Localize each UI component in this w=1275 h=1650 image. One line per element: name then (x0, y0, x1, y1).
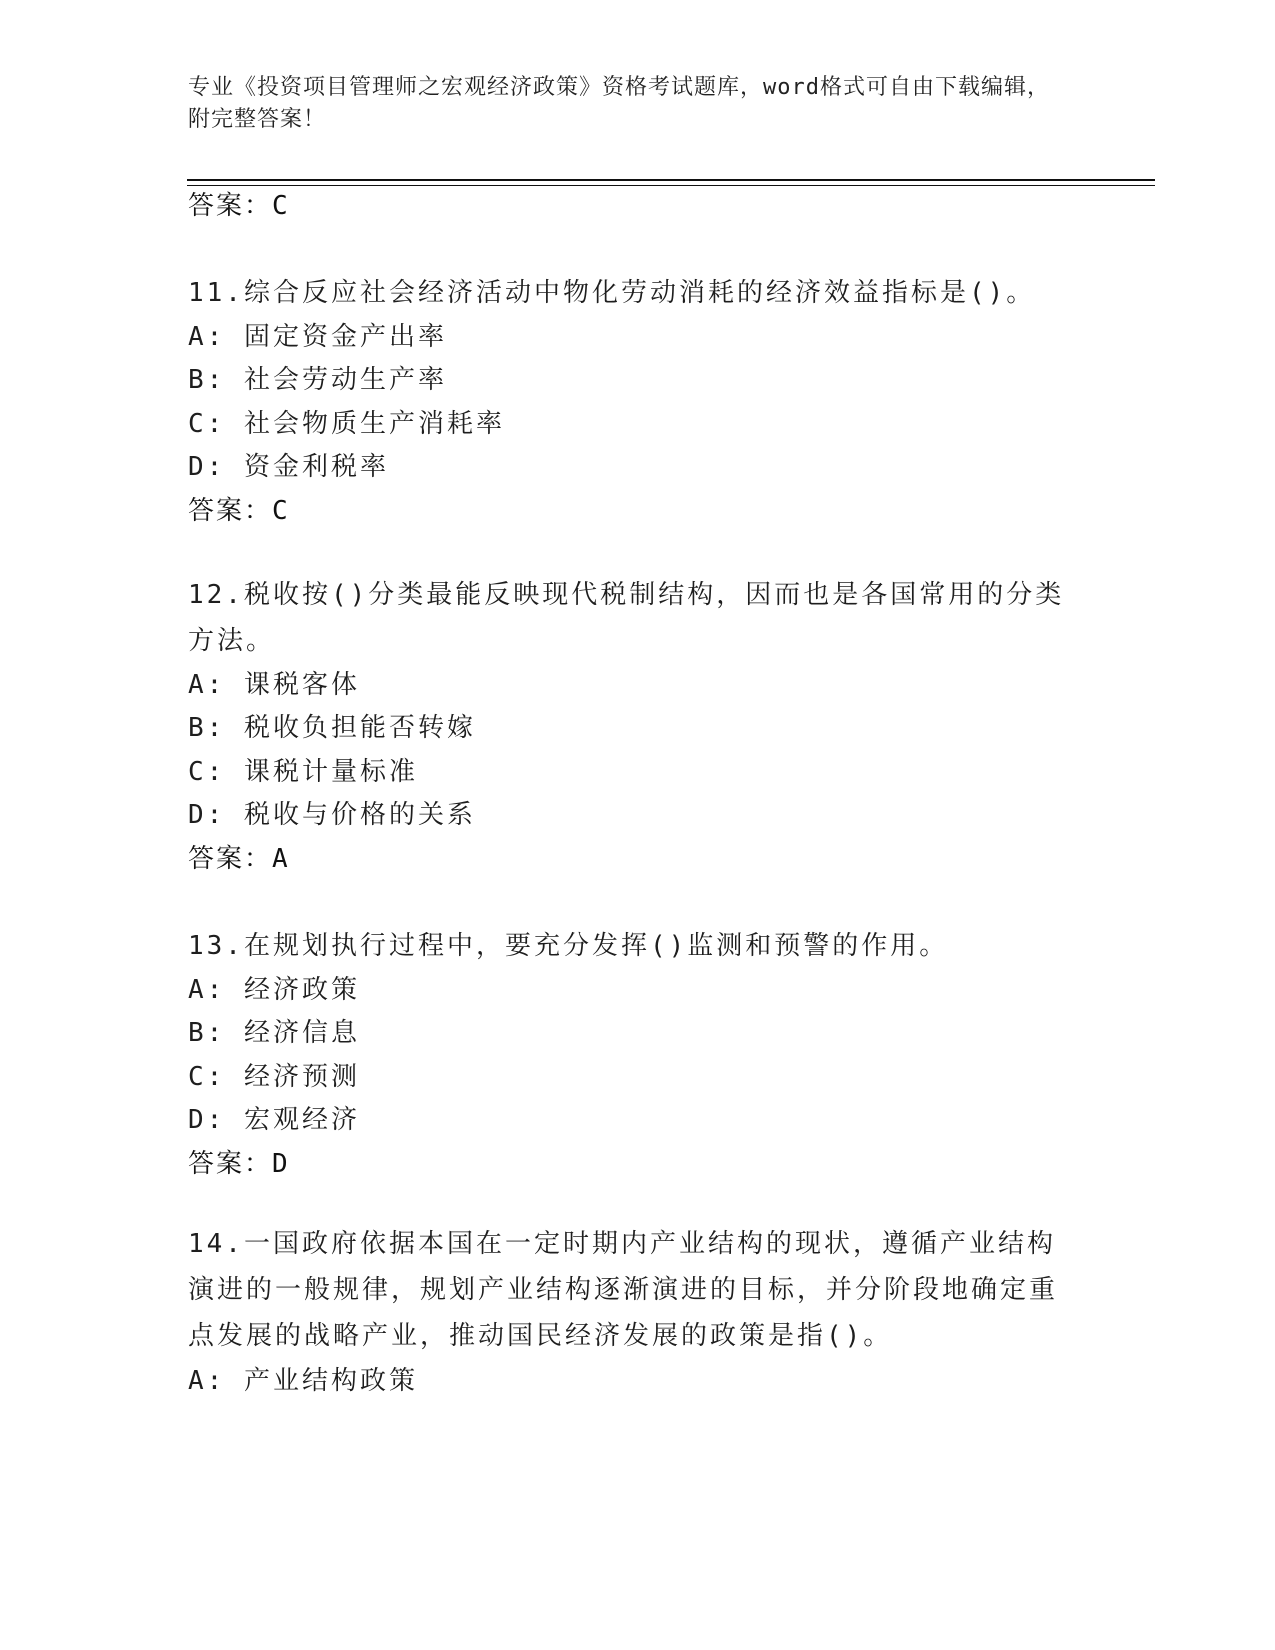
option-a: A: 经济政策 (188, 975, 360, 1005)
question-stem: 12.税收按()分类最能反映现代税制结构，因而也是各国常用的分类方法。 (188, 580, 1065, 656)
answer-line: 答案：C (188, 191, 290, 221)
option-a: A: 课税客体 (188, 670, 360, 700)
option-b: B: 社会劳动生产率 (188, 365, 447, 395)
header-divider (187, 179, 1155, 181)
header-divider-thin (187, 185, 1155, 186)
option-a: A: 产业结构政策 (188, 1366, 418, 1396)
option-a: A: 固定资金产出率 (188, 322, 447, 352)
option-c: C: 课税计量标准 (188, 757, 418, 787)
answer-line: 答案：C (188, 496, 290, 526)
option-c: C: 经济预测 (188, 1062, 360, 1092)
question-stem: 13.在规划执行过程中，要充分发挥()监测和预警的作用。 (188, 931, 949, 961)
option-d: D: 宏观经济 (188, 1105, 360, 1135)
option-c: C: 社会物质生产消耗率 (188, 409, 505, 439)
answer-line: 答案：A (188, 844, 290, 874)
question-stem: 14.一国政府依据本国在一定时期内产业结构的现状，遵循产业结构演进的一般规律，规划产业结构逐渐演进的目标，并分阶段地确定重点发展的战略产业，推动国民经济发展的政策是指()。 (188, 1229, 1059, 1351)
option-b: B: 税收负担能否转嫁 (188, 713, 476, 743)
option-d: D: 税收与价格的关系 (188, 800, 476, 830)
option-d: D: 资金利税率 (188, 452, 389, 482)
option-b: B: 经济信息 (188, 1018, 360, 1048)
document-header: 专业《投资项目管理师之宏观经济政策》资格考试题库，word格式可自由下载编辑，附完整答案！ (188, 75, 1050, 132)
question-stem: 11.综合反应社会经济活动中物化劳动消耗的经济效益指标是()。 (188, 278, 1036, 308)
answer-line: 答案：D (188, 1149, 290, 1179)
